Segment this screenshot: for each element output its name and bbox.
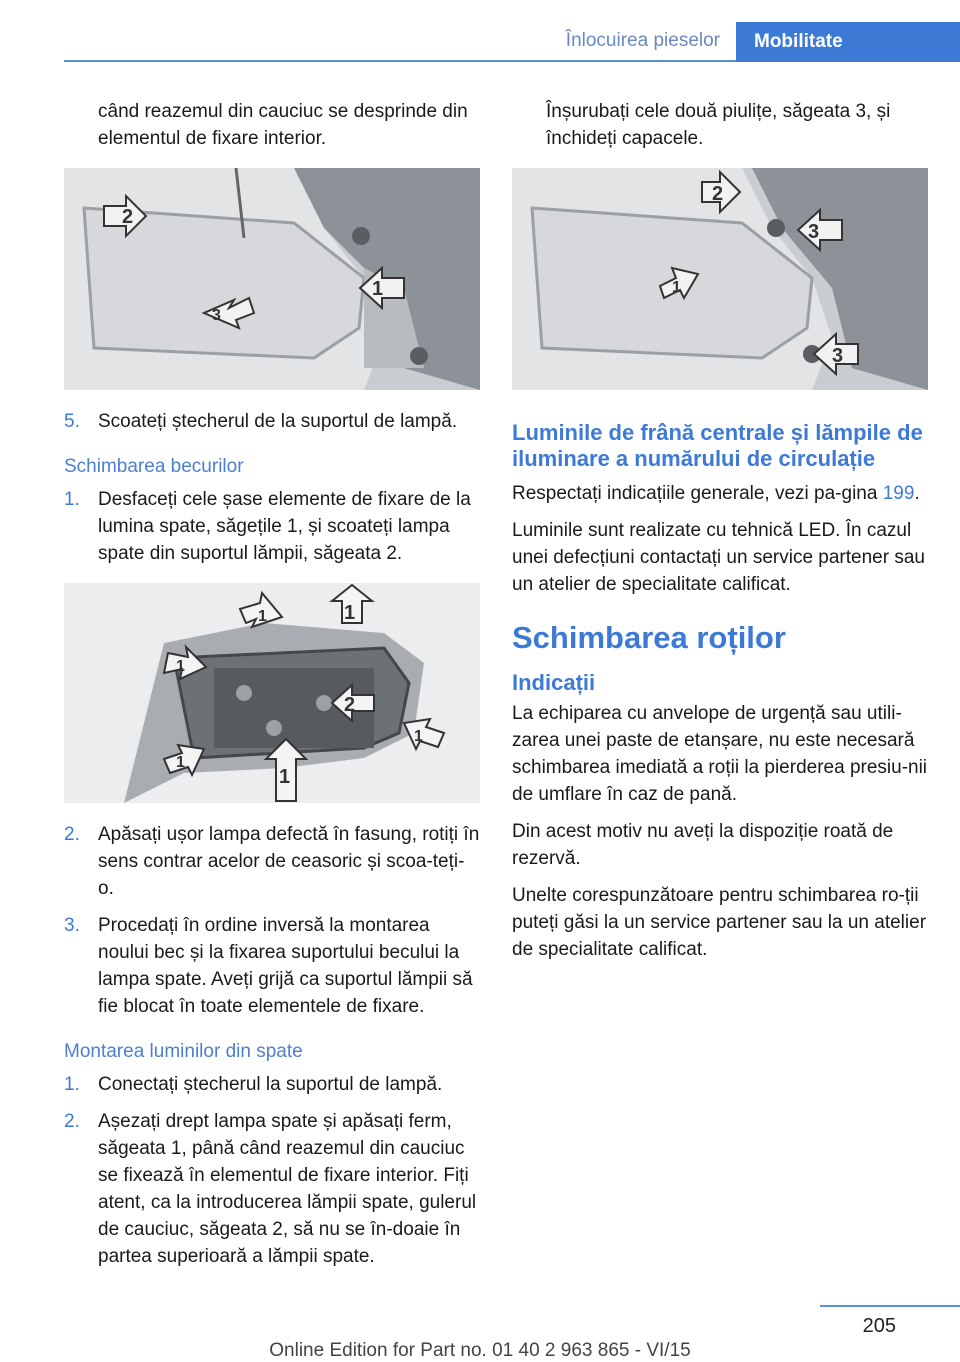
- step-text: Desfaceți cele șase elemente de fixare de la lumina spate, săgețile 1, și scoateți lampa spate din suportul lămpii, săgeata 2.: [98, 489, 471, 564]
- step-number: 5.: [64, 411, 80, 432]
- left-column: [64, 98, 480, 1280]
- page-link[interactable]: 199: [882, 483, 915, 504]
- figure-nut-tightening: [512, 168, 928, 390]
- paragraph-led: Luminile sunt realizate cu tehnică LED. În cazul unei defecțiuni contactați un service partener sau un atelier de specialitate calificat.: [512, 520, 925, 595]
- paragraph-text: .: [914, 483, 920, 504]
- heading-notes: Indicații: [512, 670, 596, 695]
- figure-arrow-label: 2: [712, 183, 724, 205]
- heading-taillight-mount: Montarea luminilor din spate: [64, 1041, 303, 1062]
- figure-arrow-label: 2: [122, 206, 134, 228]
- figure-arrow-label: 1: [672, 279, 681, 296]
- figure-arrow-label: 3: [212, 307, 221, 324]
- right-intro-text: Înșurubați cele două piulițe, săgeata 3, și închideți capacele.: [546, 101, 891, 149]
- page-number: 205: [862, 1315, 896, 1337]
- step-text: Conectați ștecherul la suportul de lampă.: [98, 1074, 443, 1095]
- step-number: 2.: [64, 1111, 80, 1132]
- figure-arrow-label: 2: [344, 694, 356, 716]
- figure-arrow-label: 1: [176, 754, 185, 771]
- heading-wheel-change: Schimbarea roților: [512, 620, 786, 655]
- figure-arrow-label: 1: [279, 766, 291, 788]
- step-text: Așezați drept lampa spate și apăsați ferm, săgeata 1, până când reazemul din cauciuc se fixează în elementul de fixare interior. Fiți atent, ca la introducerea lămpii spate, gulerul de cauciuc, săgeata 2, să nu se în-doaie în partea superioară a lămpii spate.: [98, 1111, 477, 1267]
- figure-arrow-label: 1: [344, 602, 356, 624]
- paragraph-general-notes: [512, 480, 928, 507]
- bulb-step-3: [64, 912, 480, 1020]
- heading-bulb-change: Schimbarea becurilor: [64, 456, 244, 477]
- paragraph-emergency-tyres: La echiparea cu anvelope de urgență sau utili-zarea unei paste de etanșare, nu este necesară schimbarea imediată a roții la pierderea presiu-nii de umflare în caz de pană.: [512, 703, 928, 805]
- figure-arrow-label: 3: [832, 345, 844, 367]
- step-text: Scoateți ștecherul de la suportul de lampă.: [98, 411, 458, 432]
- step-number: 3.: [64, 915, 80, 936]
- step-text: Procedați în ordine inversă la montarea noului bec și la fixarea suportului becului la lampa spate. Aveți grijă ca suportul lămpii să fie blocat în toate elementele de fixare.: [98, 915, 473, 1017]
- figure-taillight-removal: [64, 168, 480, 390]
- step-5: [64, 408, 480, 435]
- paragraph-tools: Unelte corespunzătoare pentru schimbarea ro-ții puteți găsi la un service partener sau la un atelier de specialitate calificat.: [512, 885, 927, 960]
- edition-note: Online Edition for Part no. 01 40 2 963 865 - VI/15: [269, 1340, 691, 1361]
- right-column: [512, 98, 928, 973]
- header-section-title: Înlocuirea pieselor: [565, 30, 720, 51]
- step-number: 1.: [64, 489, 80, 510]
- header-chapter-tab: Mobilitate: [736, 22, 960, 62]
- step-text: Apăsați ușor lampa defectă în fasung, rotiți în sens contrar acelor de ceasoric și scoa-teți-o.: [98, 824, 480, 899]
- paragraph-text: Respectați indicațiile generale, vezi pa-gina: [512, 483, 883, 504]
- figure-lamp-holder: [64, 583, 480, 803]
- figure-arrow-label: 1: [176, 658, 185, 675]
- step-number: 1.: [64, 1074, 80, 1095]
- mount-step-2: [64, 1108, 480, 1270]
- footer-rule: [820, 1305, 960, 1307]
- figure-arrow-label: 1: [414, 728, 423, 745]
- figure-arrow-label: 3: [808, 221, 820, 243]
- figure-arrow-label: 1: [258, 608, 267, 625]
- step-number: 2.: [64, 824, 80, 845]
- bulb-step-2: [64, 821, 480, 902]
- figure-arrow-label: 1: [372, 278, 384, 300]
- mount-step-1: [64, 1071, 480, 1098]
- heading-brake-plate-lights: Luminile de frână centrale și lămpile de iluminare a numărului de circulație: [512, 420, 923, 471]
- paragraph-no-spare: Din acest motiv nu aveți la dispoziție roată de rezervă.: [512, 821, 894, 869]
- left-intro-text: când reazemul din cauciuc se desprinde din elementul de fixare interior.: [98, 101, 468, 149]
- bulb-step-1: [64, 486, 480, 567]
